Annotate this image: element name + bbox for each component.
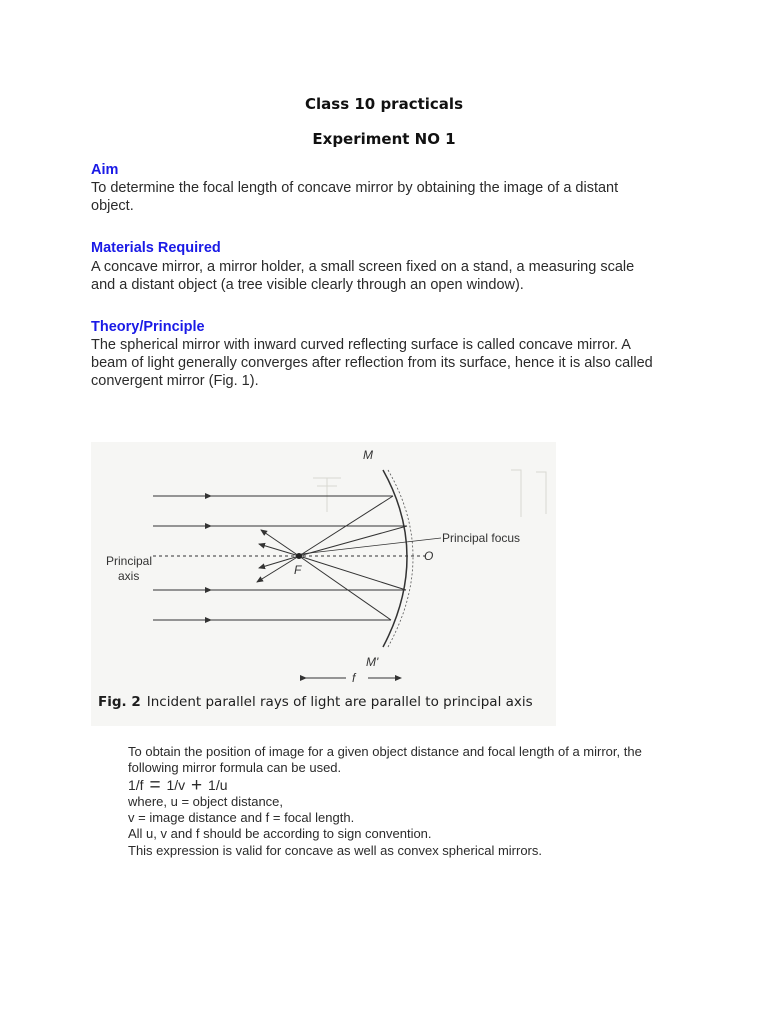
- formula-note-line: where, u = object distance,: [128, 793, 284, 809]
- formula-plus: +: [191, 774, 203, 796]
- theory-paragraph: [91, 336, 681, 390]
- theory-line: The spherical mirror with inward curved reflecting surface is called concave mirror. A: [91, 337, 631, 353]
- label-m-bottom: M': [366, 655, 379, 669]
- label-principal: Principal: [106, 554, 153, 568]
- formula-term-u: 1/u: [208, 776, 228, 793]
- incident-rays: [153, 496, 407, 620]
- page-title: Class 10 practicals: [305, 95, 463, 113]
- figure-caption: [98, 694, 533, 710]
- formula-equals: =: [149, 774, 161, 796]
- figure-number: Fig. 2: [98, 694, 141, 710]
- reflected-rays: [257, 496, 407, 620]
- mirror-formula: [128, 774, 688, 796]
- formula-lhs: 1/f: [128, 776, 144, 793]
- label-f-distance: f: [352, 671, 356, 685]
- materials-line: A concave mirror, a mirror holder, a small screen fixed on a stand, a measuring scale: [91, 259, 635, 275]
- label-principal-focus: Principal focus: [442, 531, 521, 545]
- formula-intro-line: following mirror formula can be used.: [128, 760, 342, 776]
- label-o: O: [424, 549, 434, 563]
- label-axis: axis: [118, 569, 140, 583]
- label-f-point: F: [294, 563, 302, 577]
- concave-mirror-figure: [91, 442, 556, 726]
- formula-note-line: All u, v and f should be according to sign convention.: [128, 826, 432, 842]
- materials-paragraph: [91, 258, 681, 294]
- aim-line: object.: [91, 198, 134, 214]
- materials-heading: Materials Required: [91, 240, 221, 256]
- formula-note-line: v = image distance and f = focal length.: [128, 810, 355, 826]
- ray-diagram: [91, 442, 556, 726]
- label-m-top: M: [363, 448, 373, 462]
- figure-caption-text: Incident parallel rays of light are parallel to principal axis: [146, 694, 533, 710]
- formula-note-line: This expression is valid for concave as well as convex spherical mirrors.: [128, 842, 542, 858]
- faint-marks: [313, 470, 546, 517]
- theory-heading: Theory/Principle: [91, 319, 205, 335]
- page-subtitle: Experiment NO 1: [312, 130, 456, 148]
- mirror-formula-block: [128, 744, 688, 859]
- theory-line: beam of light generally converges after reflection from its surface, hence it is also called: [91, 355, 653, 371]
- formula-intro-line: To obtain the position of image for a given object distance and focal length of a mirror, the: [128, 744, 642, 759]
- materials-line: and a distant object (a tree visible clearly through an open window).: [91, 277, 524, 293]
- aim-heading: Aim: [91, 162, 119, 178]
- formula-term-v: 1/v: [166, 776, 186, 793]
- theory-line: convergent mirror (Fig. 1).: [91, 373, 259, 389]
- aim-paragraph: [91, 179, 681, 215]
- aim-line: To determine the focal length of concave mirror by obtaining the image of a distant: [91, 180, 619, 196]
